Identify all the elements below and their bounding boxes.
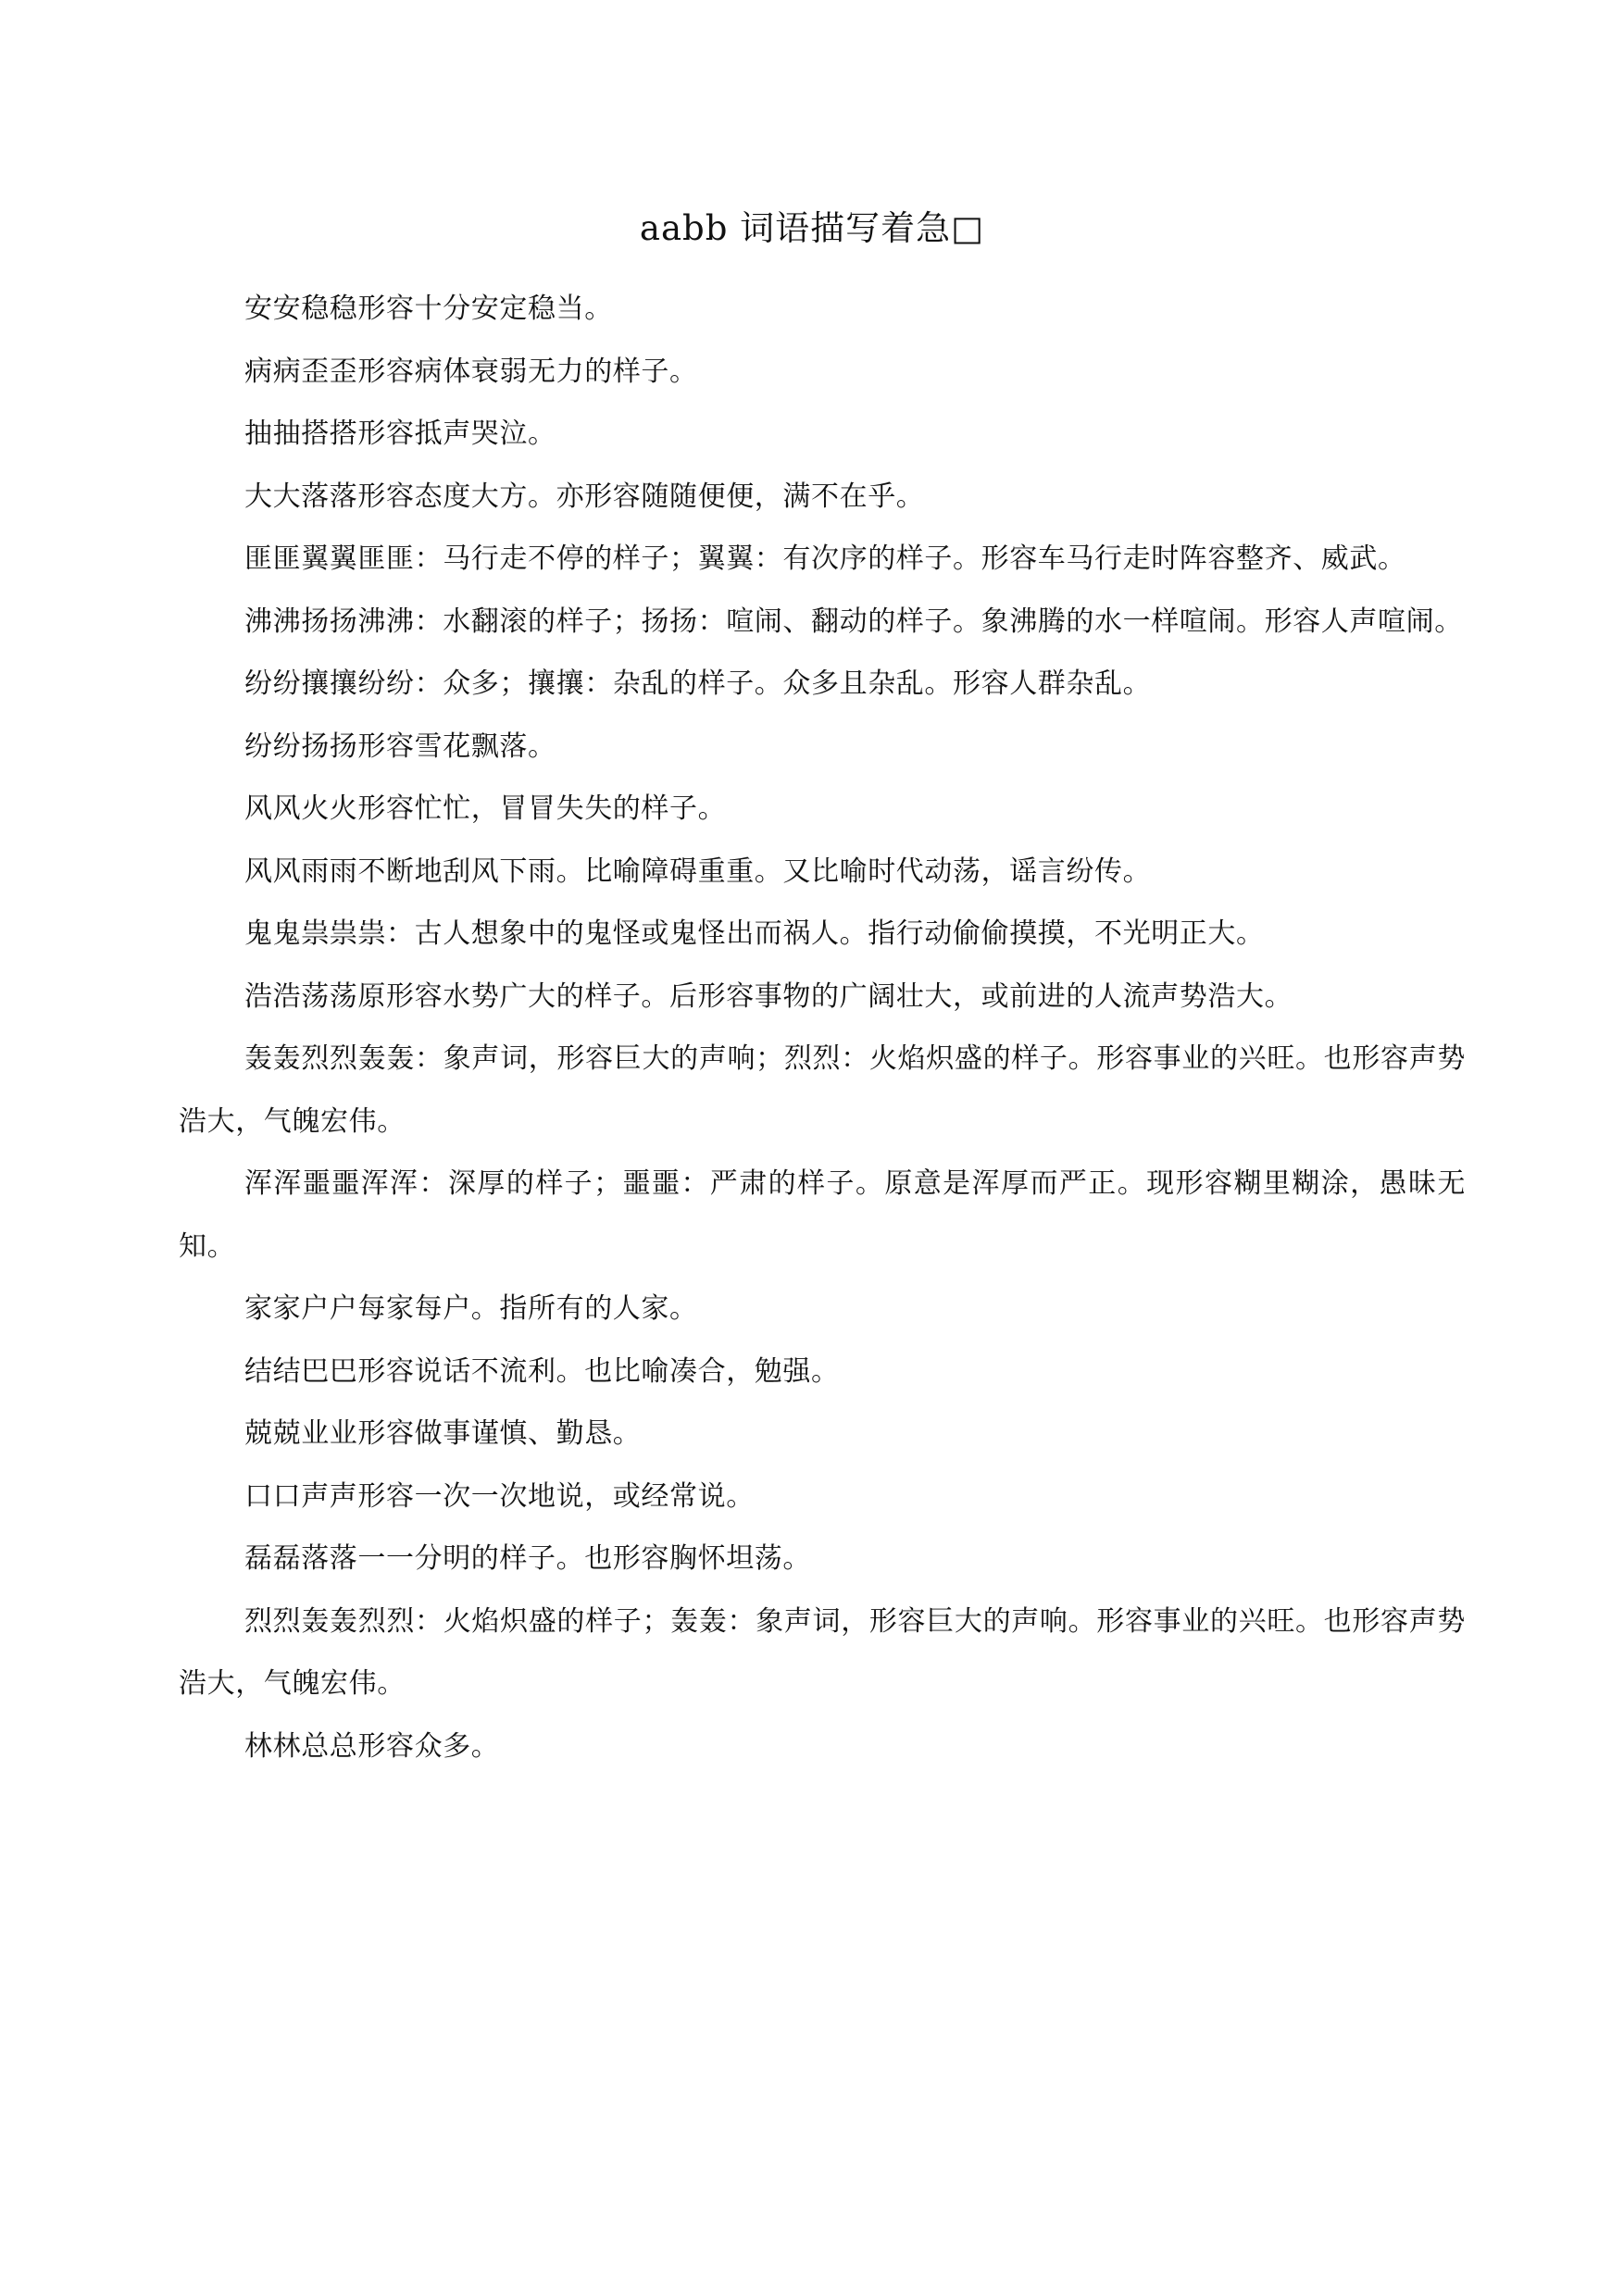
paragraph: 磊磊落落一一分明的样子。也形容胸怀坦荡。 xyxy=(244,1542,811,1575)
paragraph: 家家户户每家每户。指所有的人家。 xyxy=(244,1292,698,1325)
paragraph: 烈烈轰轰烈烈：火焰炽盛的样子；轰轰：象声词，形容巨大的声响。形容事业的兴旺。也形容声势浩大，气魄宏伟。 xyxy=(179,1604,1466,1700)
paragraph: 匪匪翼翼匪匪：马行走不停的样子；翼翼：有次序的样子。形容车马行走时阵容整齐、威武。 xyxy=(244,543,1406,575)
paragraph: 鬼鬼祟祟祟：古人想象中的鬼怪或鬼怪出而祸人。指行动偷偷摸摸，不光明正大。 xyxy=(244,917,1265,950)
paragraph: 纷纷攘攘纷纷：众多；攘攘：杂乱的样子。众多且杂乱。形容人群杂乱。 xyxy=(244,667,1152,700)
paragraph: 纷纷扬扬形容雪花飘落。 xyxy=(244,730,556,763)
paragraph: 林林总总形容众多。 xyxy=(244,1729,500,1763)
paragraph: 风风火火形容忙忙，冒冒失失的样子。 xyxy=(244,792,727,825)
paragraph: 大大落落形容态度大方。亦形容随随便便，满不在乎。 xyxy=(244,480,925,513)
paragraph: 轰轰烈烈轰轰：象声词，形容巨大的声响；烈烈：火焰炽盛的样子。形容事业的兴旺。也形容声势浩大，气魄宏伟。 xyxy=(179,1042,1466,1138)
paragraph: 风风雨雨不断地刮风下雨。比喻障碍重重。又比喻时代动荡，谣言纷传。 xyxy=(244,854,1152,888)
document-title: aabb 词语描写着急□ xyxy=(639,208,985,248)
paragraph: 沸沸扬扬沸沸：水翻滚的样子；扬扬：喧闹、翻动的样子。象沸腾的水一样喧闹。形容人声喧闹。 xyxy=(244,605,1463,638)
paragraph: 浩浩荡荡原形容水势广大的样子。后形容事物的广阔壮大，或前进的人流声势浩大。 xyxy=(244,979,1293,1013)
document-body xyxy=(179,278,1466,1777)
paragraph: 病病歪歪形容病体衰弱无力的样子。 xyxy=(244,355,698,388)
paragraph: 抽抽搭搭形容抵声哭泣。 xyxy=(244,418,556,450)
paragraph: 兢兢业业形容做事谨慎、勤恳。 xyxy=(244,1417,642,1450)
paragraph: 口口声声形容一次一次地说，或经常说。 xyxy=(244,1479,755,1513)
paragraph: 结结巴巴形容说话不流利。也比喻凑合，勉强。 xyxy=(244,1354,840,1388)
paragraph: 安安稳稳形容十分安定稳当。 xyxy=(244,293,613,325)
paragraph: 浑浑噩噩浑浑：深厚的样子；噩噩：严肃的样子。原意是浑厚而严正。现形容糊里糊涂，愚昧无知。 xyxy=(179,1167,1466,1263)
